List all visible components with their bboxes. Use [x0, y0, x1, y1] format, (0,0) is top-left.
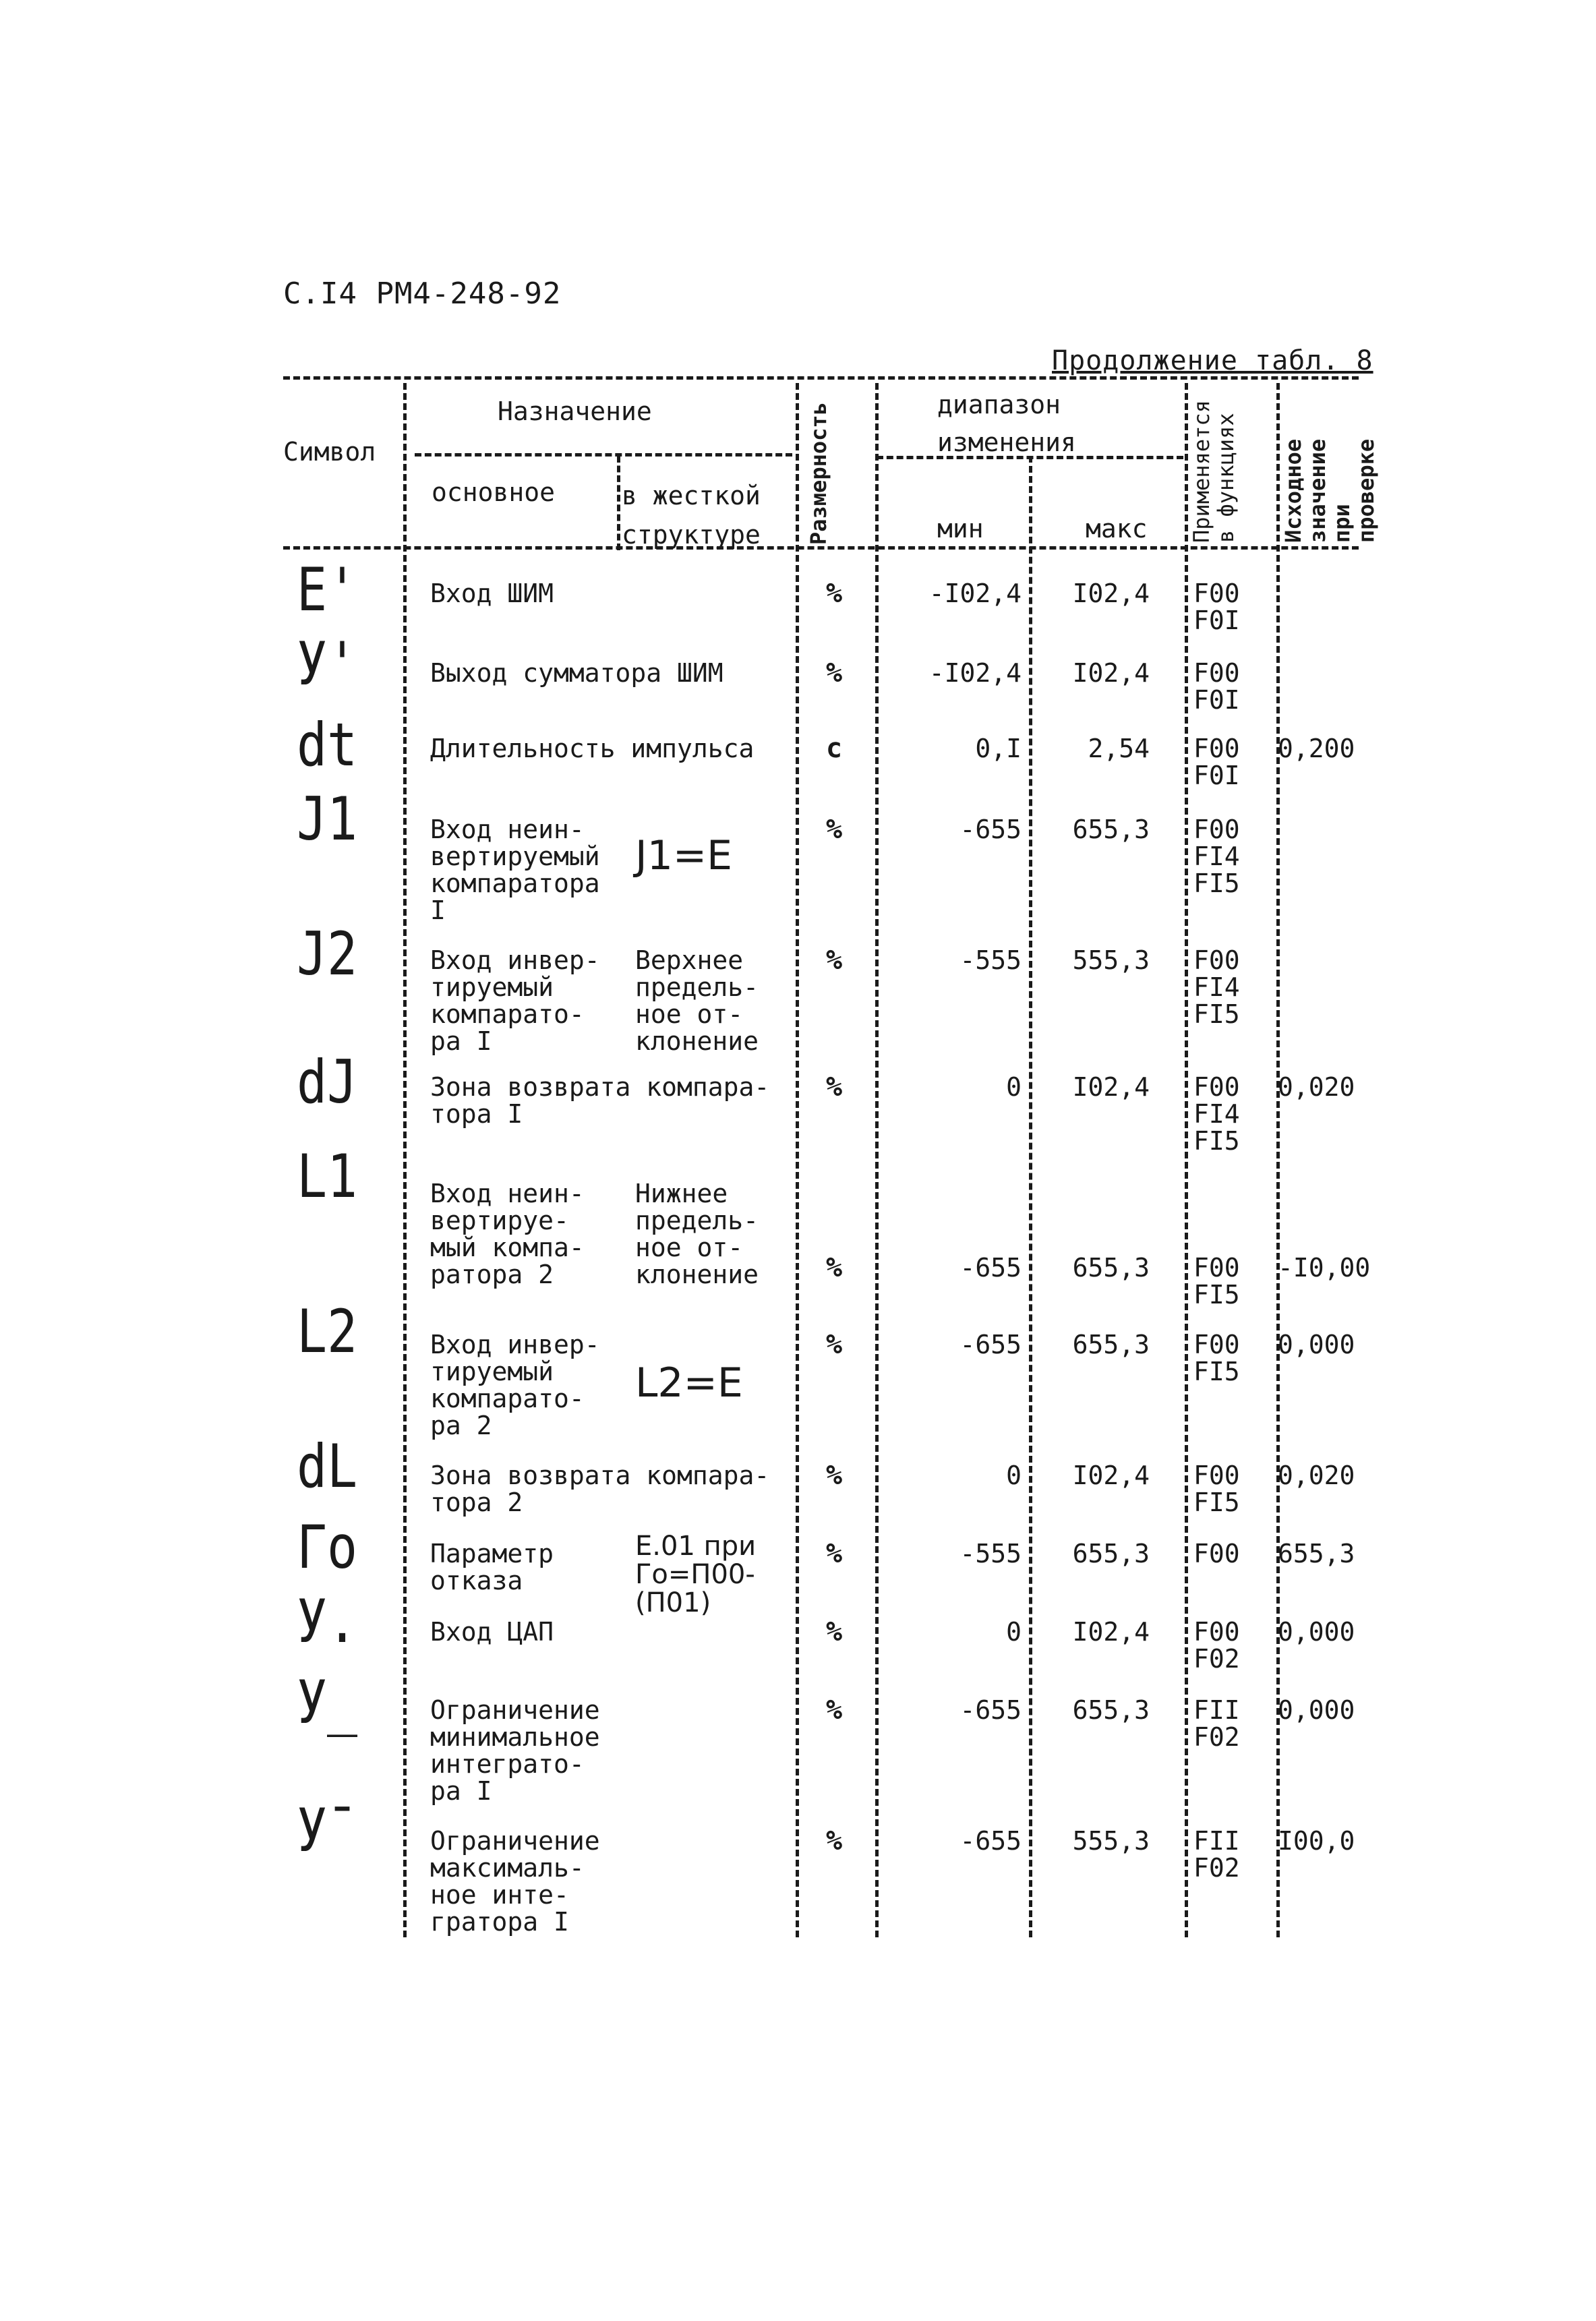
unit-cell: % — [826, 1329, 843, 1360]
main-purpose-cell: Зона возврата компара- тора 2 — [430, 1461, 770, 1517]
header-main: основное — [432, 477, 556, 507]
min-cell: 0 — [1006, 1461, 1022, 1490]
functions-cell: FII F02 — [1193, 1826, 1240, 1883]
initial-value-cell: 655,3 — [1278, 1539, 1355, 1568]
initial-value-cell: 0,000 — [1278, 1330, 1355, 1359]
min-cell: -655 — [959, 1695, 1022, 1725]
initial-value-cell: 0,200 — [1278, 734, 1355, 763]
functions-cell: F00 FI4 FI5 — [1193, 945, 1240, 1029]
max-cell: 655,3 — [1072, 1253, 1150, 1283]
header-bottom-rule — [283, 546, 1359, 550]
min-cell: -I02,4 — [928, 579, 1022, 608]
min-cell: -655 — [959, 815, 1022, 844]
max-cell: 555,3 — [1072, 945, 1150, 975]
main-purpose-cell: Вход ЦАП — [430, 1617, 554, 1647]
symbol-cell: J1 — [297, 784, 358, 854]
symbol-cell: У_ — [297, 1668, 358, 1737]
max-cell: 655,3 — [1072, 1539, 1150, 1568]
rigid-structure-cell: Нижнее предель- ное от- клонение — [635, 1179, 759, 1289]
functions-cell: F00 FI5 — [1193, 1253, 1240, 1310]
table-continuation-title: Продолжение табл. 8 — [1052, 345, 1373, 376]
symbol-cell: dt — [297, 710, 358, 780]
symbol-cell: dJ — [297, 1047, 358, 1117]
col-rule-3 — [796, 383, 799, 1937]
symbol-cell: dL — [297, 1432, 358, 1501]
rigid-structure-cell: E.01 при Го=П00-(П01) — [635, 1531, 757, 1618]
header-range: диапазон изменения — [937, 390, 1076, 457]
unit-cell: % — [826, 657, 843, 688]
header-rigid: в жесткой структуре — [622, 481, 761, 550]
functions-cell: F00 F0I — [1193, 658, 1240, 715]
main-purpose-cell: Вход инвер- тируемый компарато- ра 2 — [430, 1330, 600, 1440]
unit-cell: % — [826, 1616, 843, 1647]
header-symbol: Символ — [283, 437, 376, 467]
min-cell: -555 — [959, 1539, 1022, 1568]
main-purpose-cell: Длительность импульса — [430, 734, 755, 763]
main-purpose-cell: Выход сумматора ШИМ — [430, 658, 723, 688]
unit-cell: % — [826, 1695, 843, 1726]
unit-cell: % — [826, 1538, 843, 1569]
header-max: макс — [1086, 514, 1148, 543]
functions-cell: F00 FI4 FI5 — [1193, 815, 1240, 898]
symbol-cell: У. — [297, 1587, 358, 1656]
symbol-cell: У' — [297, 629, 358, 699]
initial-value-cell: 0,000 — [1278, 1695, 1355, 1725]
unit-cell: % — [826, 578, 843, 609]
col-rule-2 — [617, 456, 620, 550]
header-unit: Размерность — [806, 402, 831, 545]
functions-cell: F00 F0I — [1193, 734, 1240, 790]
max-cell: 655,3 — [1072, 1330, 1150, 1359]
initial-value-cell: 0,020 — [1278, 1072, 1355, 1102]
rigid-structure-cell: Верхнее предель- ное от- клонение — [635, 945, 759, 1056]
min-cell: -655 — [959, 1826, 1022, 1856]
min-cell: 0 — [1006, 1617, 1022, 1647]
main-purpose-cell: Вход неин- вертируе- мый компа- ратора 2 — [430, 1179, 585, 1289]
unit-cell: с — [826, 733, 843, 764]
min-cell: -555 — [959, 945, 1022, 975]
initial-value-cell: 0,020 — [1278, 1461, 1355, 1490]
main-purpose-cell: Вход ШИМ — [430, 579, 554, 608]
unit-cell: % — [826, 945, 843, 976]
max-cell: I02,4 — [1072, 579, 1150, 608]
functions-cell: F00 — [1193, 1539, 1240, 1568]
symbol-cell: E' — [297, 555, 358, 624]
unit-cell: % — [826, 1825, 843, 1856]
symbol-cell: L2 — [297, 1297, 358, 1366]
main-purpose-cell: Зона возврата компара- тора I — [430, 1072, 770, 1129]
functions-cell: F00 F02 — [1193, 1617, 1240, 1674]
functions-cell: F00 F0I — [1193, 579, 1240, 635]
max-cell: 655,3 — [1072, 1695, 1150, 1725]
functions-cell: F00 FI4 FI5 — [1193, 1072, 1240, 1156]
initial-value-cell: I00,0 — [1278, 1826, 1355, 1856]
min-cell: 0 — [1006, 1072, 1022, 1102]
col-rule-6 — [1185, 383, 1188, 1937]
max-cell: I02,4 — [1072, 1461, 1150, 1490]
initial-value-cell: 0,000 — [1278, 1617, 1355, 1647]
symbol-cell: L1 — [297, 1142, 358, 1211]
main-purpose-cell: Ограничение максималь- ное инте- гратора I — [430, 1826, 600, 1937]
col-rule-1 — [403, 383, 407, 1937]
max-cell: I02,4 — [1072, 658, 1150, 688]
symbol-cell: J2 — [297, 919, 358, 989]
main-purpose-cell: Вход инвер- тируемый компарато- ра I — [430, 945, 600, 1056]
initial-value-cell: -I0,00 — [1278, 1253, 1371, 1283]
max-cell: I02,4 — [1072, 1072, 1150, 1102]
max-cell: 2,54 — [1088, 734, 1150, 763]
header-min: мин — [937, 514, 984, 543]
max-cell: I02,4 — [1072, 1617, 1150, 1647]
main-purpose-cell: Ограничение минимальное интеграто- ра I — [430, 1695, 600, 1806]
purpose-subrule — [415, 453, 792, 457]
min-cell: 0,I — [975, 734, 1022, 763]
max-cell: 555,3 — [1072, 1826, 1150, 1856]
page-header: С.I4 РМ4-248-92 — [283, 276, 562, 311]
symbol-cell: Го — [297, 1512, 358, 1582]
table-top-rule — [283, 376, 1359, 380]
min-cell: -I02,4 — [928, 658, 1022, 688]
unit-cell: % — [826, 814, 843, 845]
main-purpose-cell: Параметр отказа — [430, 1539, 554, 1595]
functions-cell: F00 FI5 — [1193, 1461, 1240, 1517]
unit-cell: % — [826, 1460, 843, 1491]
rigid-structure-cell: J1=E — [635, 832, 733, 879]
header-init: Исходное значение при проверке — [1280, 438, 1379, 543]
min-cell: -655 — [959, 1330, 1022, 1359]
unit-cell: % — [826, 1252, 843, 1283]
header-purpose: Назначение — [498, 396, 652, 426]
header-func: Применяется в функциях — [1189, 400, 1239, 543]
symbol-cell: У¯ — [297, 1796, 358, 1865]
unit-cell: % — [826, 1071, 843, 1103]
rigid-structure-cell: L2=E — [635, 1359, 743, 1407]
min-cell: -655 — [959, 1253, 1022, 1283]
max-cell: 655,3 — [1072, 815, 1150, 844]
main-purpose-cell: Вход неин- вертируемый компаратора I — [430, 815, 600, 925]
functions-cell: F00 FI5 — [1193, 1330, 1240, 1386]
functions-cell: FII F02 — [1193, 1695, 1240, 1752]
